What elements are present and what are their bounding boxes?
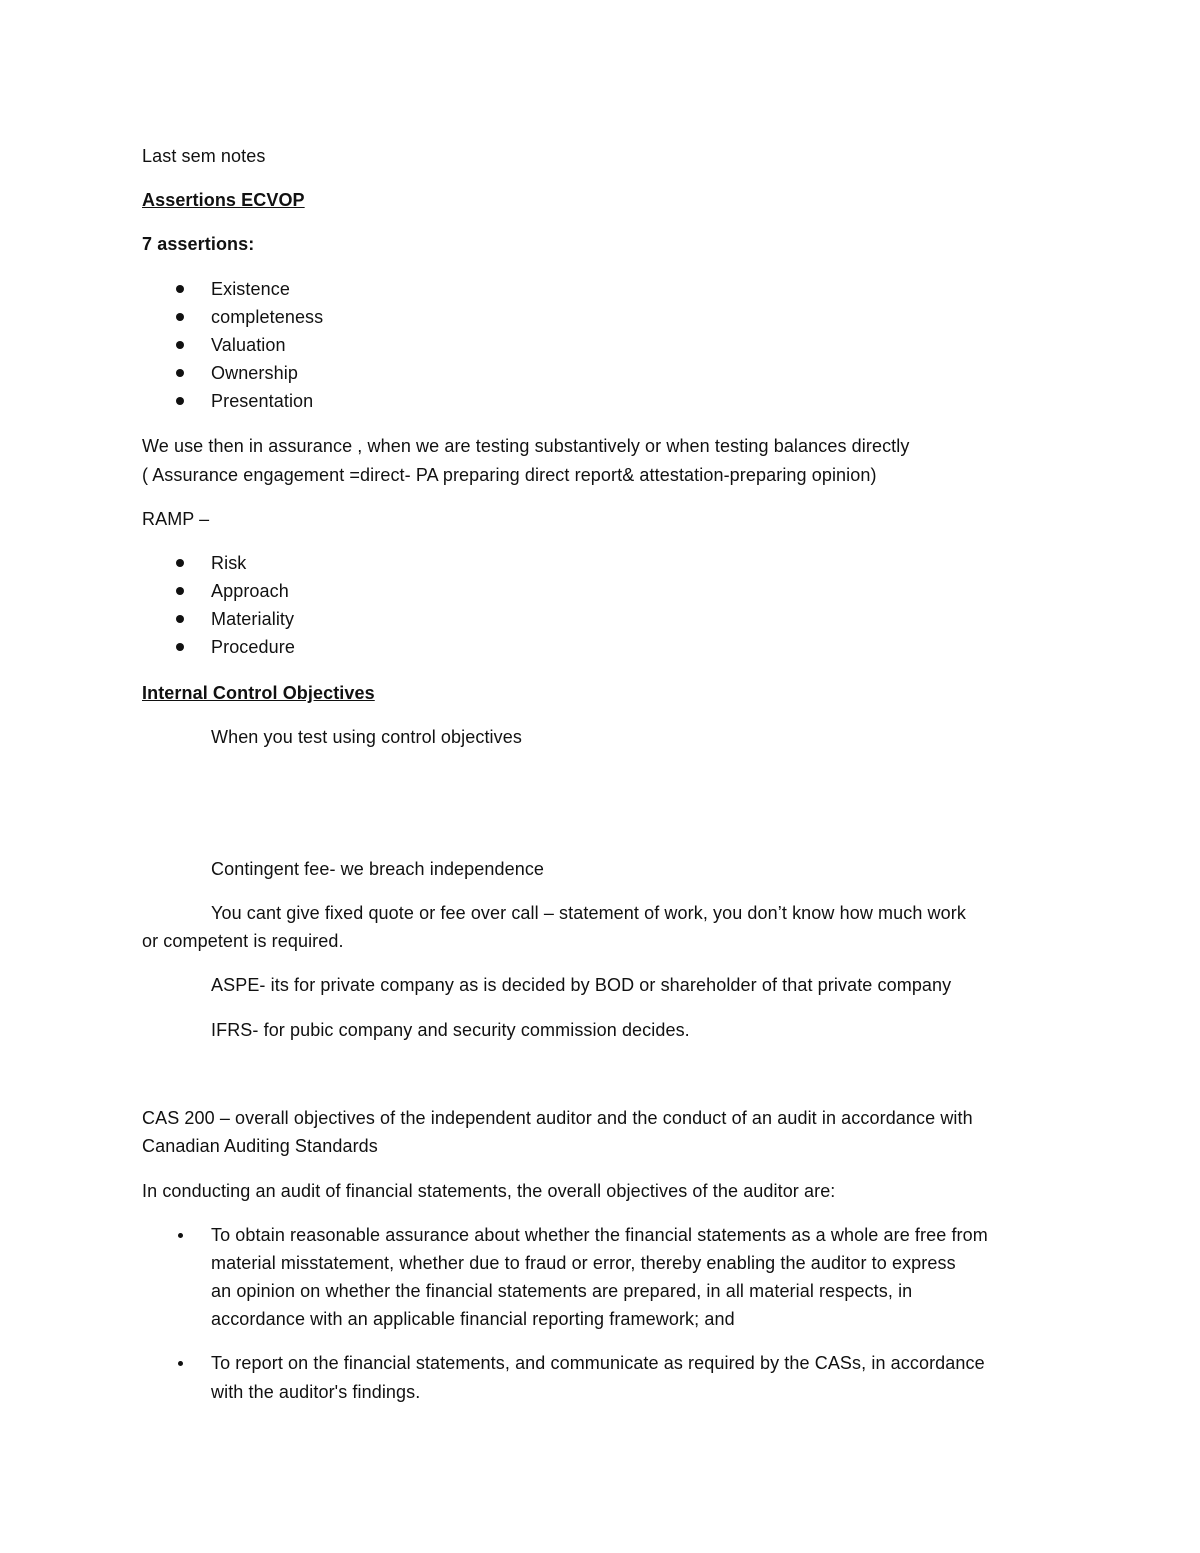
- bullet-icon: [176, 369, 184, 377]
- objective-2-line: with the auditor's findings.: [211, 1382, 421, 1402]
- fixed-quote-text-line: or competent is required.: [142, 931, 344, 951]
- page-title: Last sem notes: [142, 146, 266, 166]
- cas-text-line: CAS 200 – overall objectives of the independent auditor and the conduct of an audit in accordance with: [142, 1108, 973, 1128]
- objective-2-line: To report on the financial statements, and communicate as required by the CASs, in accordance: [211, 1353, 985, 1373]
- ramp-item: Materiality: [211, 609, 295, 629]
- assertion-item: completeness: [211, 307, 324, 327]
- assertion-item: Valuation: [211, 335, 286, 355]
- ramp-item: Risk: [211, 553, 247, 573]
- assurance-text-line: ( Assurance engagement =direct- PA preparing direct report& attestation-preparing opinion): [142, 465, 877, 485]
- ramp-label: RAMP –: [142, 509, 210, 529]
- bullet-icon: [176, 587, 184, 595]
- assertions-count-label: 7 assertions:: [142, 234, 255, 254]
- ramp-item: Procedure: [211, 637, 295, 657]
- objective-1-line: accordance with an applicable financial reporting framework; and: [211, 1309, 735, 1329]
- assertion-item: Existence: [211, 279, 290, 299]
- bullet-icon: [176, 559, 184, 567]
- objectives-intro: In conducting an audit of financial statements, the overall objectives of the auditor are:: [142, 1181, 836, 1201]
- ifrs-text: IFRS- for pubic company and security commission decides.: [211, 1020, 690, 1040]
- objective-1-line: an opinion on whether the financial statements are prepared, in all material respects, in: [211, 1281, 913, 1301]
- bullet-icon: [178, 1361, 183, 1366]
- internal-control-text: When you test using control objectives: [211, 727, 522, 747]
- bullet-icon: [176, 285, 184, 293]
- aspe-text: ASPE- its for private company as is decided by BOD or shareholder of that private company: [211, 975, 952, 995]
- assertions-heading: Assertions ECVOP: [142, 190, 305, 210]
- bullet-icon: [176, 397, 184, 405]
- bullet-icon: [176, 643, 184, 651]
- fixed-quote-text-line: You cant give fixed quote or fee over call – statement of work, you don’t know how much work: [211, 903, 966, 923]
- assertion-item: Presentation: [211, 391, 314, 411]
- objective-1-line: material misstatement, whether due to fraud or error, thereby enabling the auditor to express: [211, 1253, 956, 1273]
- objective-1-line: To obtain reasonable assurance about whether the financial statements as a whole are free from: [211, 1225, 988, 1245]
- contingent-fee-text: Contingent fee- we breach independence: [211, 859, 545, 879]
- bullet-icon: [176, 615, 184, 623]
- assurance-text-line: We use then in assurance , when we are testing substantively or when testing balances directly: [142, 436, 910, 456]
- bullet-icon: [176, 341, 184, 349]
- cas-text-line: Canadian Auditing Standards: [142, 1136, 378, 1156]
- internal-control-heading: Internal Control Objectives: [142, 683, 375, 703]
- bullet-icon: [176, 313, 184, 321]
- assertion-item: Ownership: [211, 363, 298, 383]
- bullet-icon: [178, 1233, 183, 1238]
- ramp-item: Approach: [211, 581, 289, 601]
